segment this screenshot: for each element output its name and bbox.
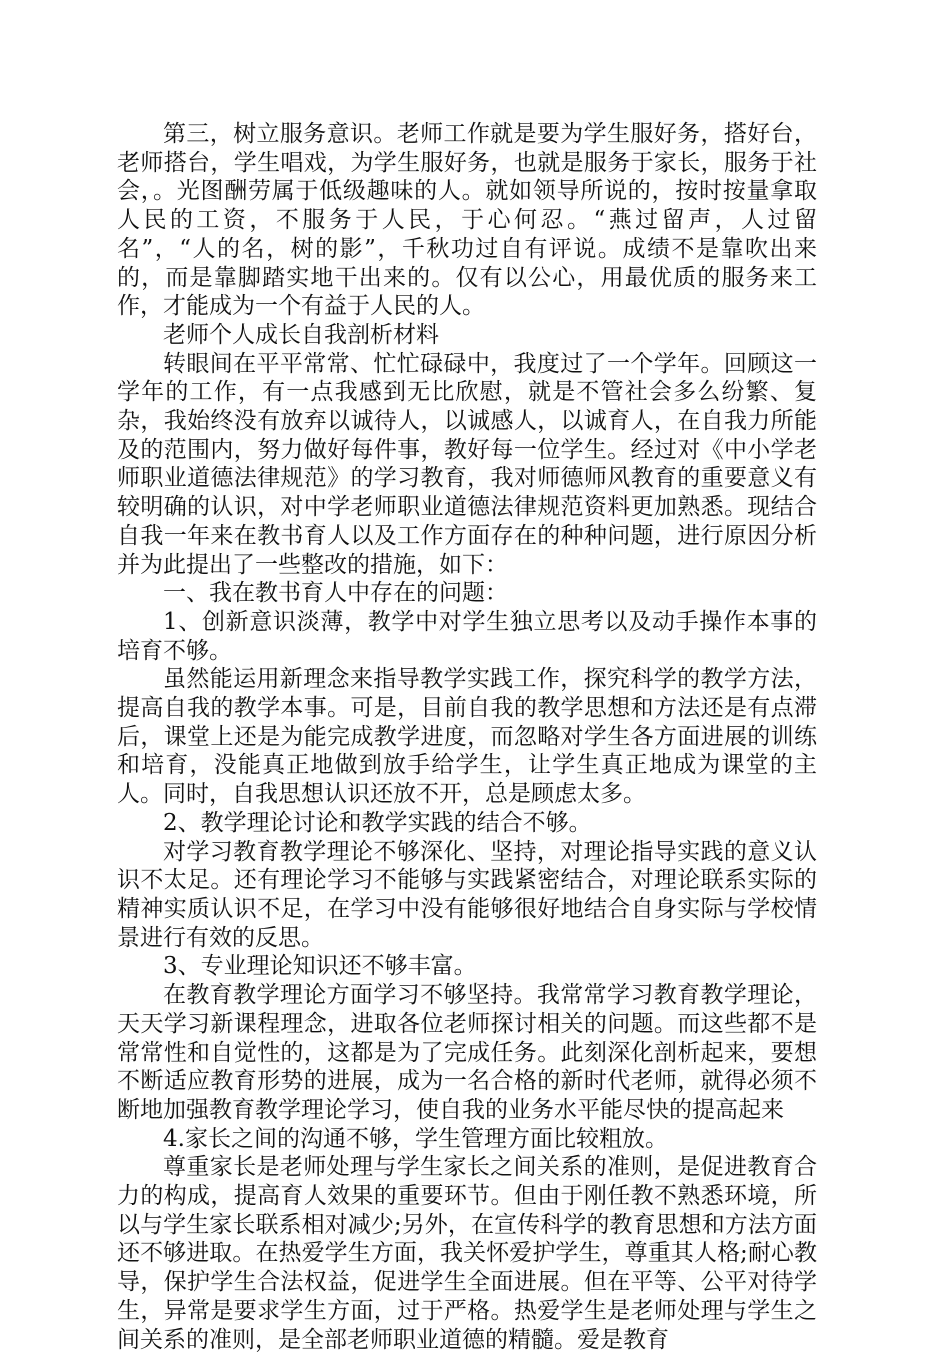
item-1-heading: 1、创新意识淡薄，教学中对学生独立思考以及动手操作本事的培育不够。 [117,608,817,664]
item-4-body: 尊重家长是老师处理与学生家长之间关系的准则，是促进教育合力的构成，提高育人效果的重要环节。但由于刚任教不熟悉环境，所以与学生家长联系相对减少;另外，在宣传科学的教育思想和方法方面还不够进取。在热爱学生方面，我关怀爱护学生，尊重其人格;耐心教导，保护学生合法权益，促进学生全面进展。但在平等、公平对待学生，异常是要求学生方面，过于严格。热爱学生是老师处理与学生之间关系的准则，是全部老师职业道德的精髓。爱是教育 [117,1154,817,1353]
item-2-heading: 2、教学理论讨论和教学实践的结合不够。 [163,809,592,836]
item-3-heading: 3、专业理论知识还不够丰富。 [163,953,477,980]
item-4-heading: 4.家长之间的沟通不够，学生管理方面比较粗放。 [163,1125,668,1152]
paragraph-service-awareness: 第三，树立服务意识。老师工作就是要为学生服好务，搭好台，老师搭台，学生唱戏，为学生服好务，也就是服务于家长，服务于社会，。光图酬劳属于低级趣味的人。就如领导所说的，按时按量拿取人民的工资，不服务于人民，于心何忍。“燕过留声，人过留名”，“人的名，树的影”，千秋功过自有评说。成绩不是靠吹出来的，而是靠脚踏实地干出来的。仅有以公心，用最优质的服务来工作，才能成为一个有益于人民的人。 [117,121,817,320]
item-1-body: 虽然能运用新理念来指导教学实践工作，探究科学的教学方法，提高自我的教学本事。可是，目前自我的教学思想和方法还是有点滞后，课堂上还是为能完成教学进度，而忽略对学生各方面进展的训练和培育，没能真正地做到放手给学生，让学生真正地成为课堂的主人。同时，自我思想认识还放不开，总是顾虑太多。 [117,666,817,808]
paragraph-intro: 转眼间在平平常常、忙忙碌碌中，我度过了一个学年。回顾这一学年的工作，有一点我感到无比欣慰，就是不管社会多么纷繁、复杂，我始终没有放弃以诚待人，以诚感人，以诚育人，在自我力所能及的范围内，努力做好每件事，教好每一位学生。经过对《中小学老师职业道德法律规范》的学习教育，我对师德师风教育的重要意义有较明确的认识，对中学老师职业道德法律规范资料更加熟悉。现结合自我一年来在教书育人以及工作方面存在的种种问题，进行原因分析并为此提出了一些整改的措施，如下： [117,350,817,578]
item-3-body: 在教育教学理论方面学习不够坚持。我常常学习教育教学理论，天天学习新课程理念，进取各位老师探讨相关的问题。而这些都不是常常性和自觉性的，这都是为了完成任务。此刻深化剖析起来，要想不断适应教育形势的进展，成为一名合格的新时代老师，就得必须不断地加强教育教学理论学习，使自我的业务水平能尽快的提高起来 [117,982,817,1123]
document-body [117,120,817,1354]
item-2-body: 对学习教育教学理论不够深化、坚持，对理论指导实践的意义认识不太足。还有理论学习不能够与实践紧密结合，对理论联系实际的精神实质认识不足，在学习中没有能够很好地结合自身实际与学校情景进行有效的反思。 [117,838,817,951]
section-title: 老师个人成长自我剖析材料 [163,321,439,348]
heading-problems: 一、我在教书育人中存在的问题： [163,580,508,607]
